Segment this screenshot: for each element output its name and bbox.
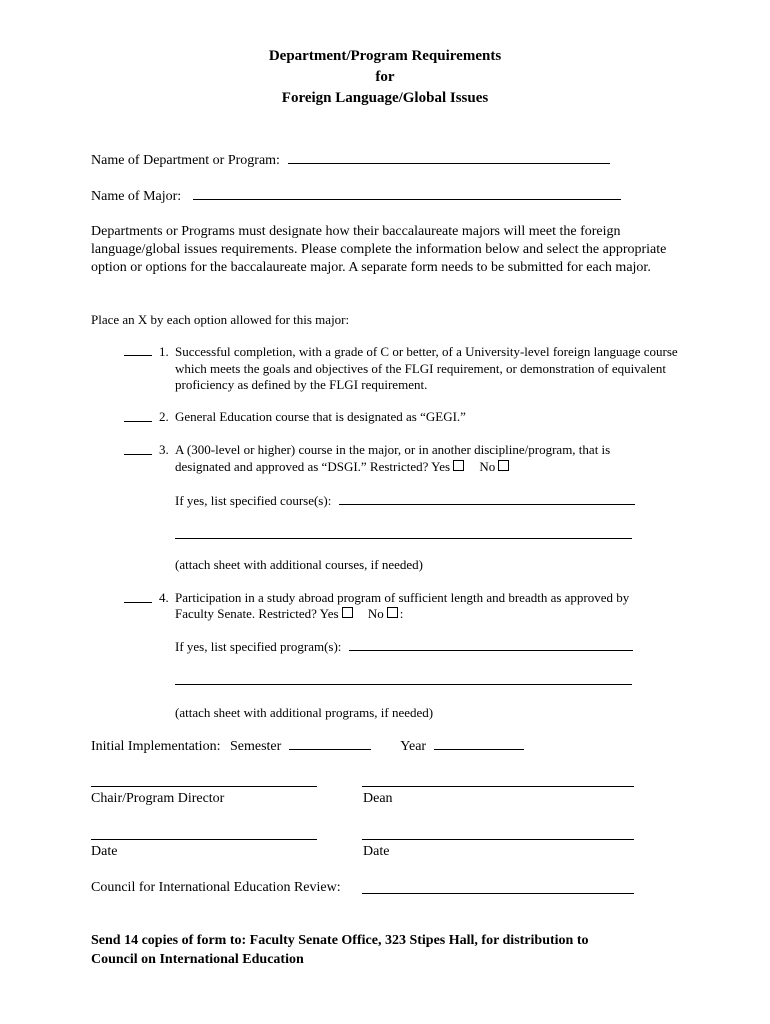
major-label: Name of Major: (91, 189, 182, 204)
year-input[interactable] (434, 737, 524, 750)
implementation-row (91, 737, 524, 755)
option-1-text: Successful completion, with a grade of C or better, of a University-level foreign language course which meets the goals and objectives of the FLGI requirement, or demonstration of equivalent proficiency as defined by the FLGI requirement. (175, 344, 678, 392)
option-4-yes-checkbox[interactable] (342, 607, 353, 618)
chair-date-label: Date (91, 844, 118, 859)
year-label: Year (400, 739, 427, 754)
option-4-program-label: If yes, list specified program(s): (175, 639, 342, 654)
option-4-program-input[interactable] (349, 638, 633, 651)
option-3-course-input[interactable] (339, 492, 635, 505)
option-4-program-row (175, 638, 633, 655)
department-input[interactable] (288, 151, 610, 164)
dean-label: Dean (363, 791, 393, 806)
chair-date-line[interactable] (91, 839, 317, 840)
option-3-course-label: If yes, list specified course(s): (175, 493, 332, 508)
option-4-checkmark-blank[interactable] (124, 590, 152, 603)
semester-input[interactable] (289, 737, 371, 750)
major-field-row (91, 187, 621, 205)
dean-date-label: Date (363, 844, 390, 859)
option-4-no-label: No (367, 606, 384, 621)
option-3-yes-checkbox[interactable] (453, 460, 464, 471)
option-4-attach-note: (attach sheet with additional programs, if needed) (175, 705, 434, 720)
dean-signature-line[interactable] (362, 786, 634, 787)
council-review-label: Council for International Education Review: (91, 880, 341, 895)
option-3-course-input-extra[interactable] (175, 526, 632, 539)
option-4-text-line1: Participation in a study abroad program of sufficient length and breadth as approved by (175, 590, 630, 605)
option-3-checkmark-blank[interactable] (124, 442, 152, 455)
form-title-line3: Foreign Language/Global Issues (281, 90, 489, 106)
option-2-number: 2. (159, 409, 169, 424)
form-title-line1: Department/Program Requirements (268, 48, 502, 64)
department-field-row (91, 151, 610, 169)
option-3-text-line2 (175, 459, 511, 475)
option-3-text-line1: A (300-level or higher) course in the major, or in another discipline/program, that is (175, 442, 611, 457)
option-4-program-input-extra[interactable] (175, 672, 632, 685)
option-2-text: General Education course that is designated as “GEGI.” (175, 409, 466, 424)
option-3-course-row (175, 492, 635, 509)
major-input[interactable] (193, 187, 621, 200)
council-review-line[interactable] (362, 893, 634, 894)
option-4-no-checkbox[interactable] (387, 607, 398, 618)
option-4-no-suffix: : (399, 606, 404, 621)
option-3-no-checkbox[interactable] (498, 460, 509, 471)
intro-paragraph: Departments or Programs must designate how their baccalaureate majors will meet the foreign language/global issues requirements. Please complete the information below and select the appropriate option or options for the baccalaureate major. A separate form needs to be submitted for each major. (91, 224, 667, 275)
option-2-checkmark-blank[interactable] (124, 409, 152, 422)
chair-label: Chair/Program Director (91, 791, 225, 806)
option-3-restricted-text: designated and approved as “DSGI.” Restricted? Yes (175, 459, 451, 474)
option-4-number: 4. (159, 590, 169, 605)
dean-date-line[interactable] (362, 839, 634, 840)
option-1-number: 1. (159, 344, 169, 359)
option-4-text-line2 (175, 606, 403, 622)
option-3-attach-note: (attach sheet with additional courses, if needed) (175, 557, 423, 572)
footer-line1: Send 14 copies of form to: Faculty Senate Office, 323 Stipes Hall, for distribution to (91, 933, 589, 948)
implementation-label: Initial Implementation: (91, 739, 221, 754)
department-label: Name of Department or Program: (91, 153, 280, 168)
option-4-restricted-text: Faculty Senate. Restricted? Yes (175, 606, 339, 621)
instruction-text: Place an X by each option allowed for this major: (91, 312, 350, 327)
form-title-line2: for (375, 69, 395, 85)
option-3-number: 3. (159, 442, 169, 457)
option-3-no-label: No (479, 459, 496, 474)
chair-signature-line[interactable] (91, 786, 317, 787)
option-1-checkmark-blank[interactable] (124, 343, 152, 356)
semester-label: Semester (229, 739, 282, 754)
footer-line2: Council on International Education (91, 952, 304, 967)
